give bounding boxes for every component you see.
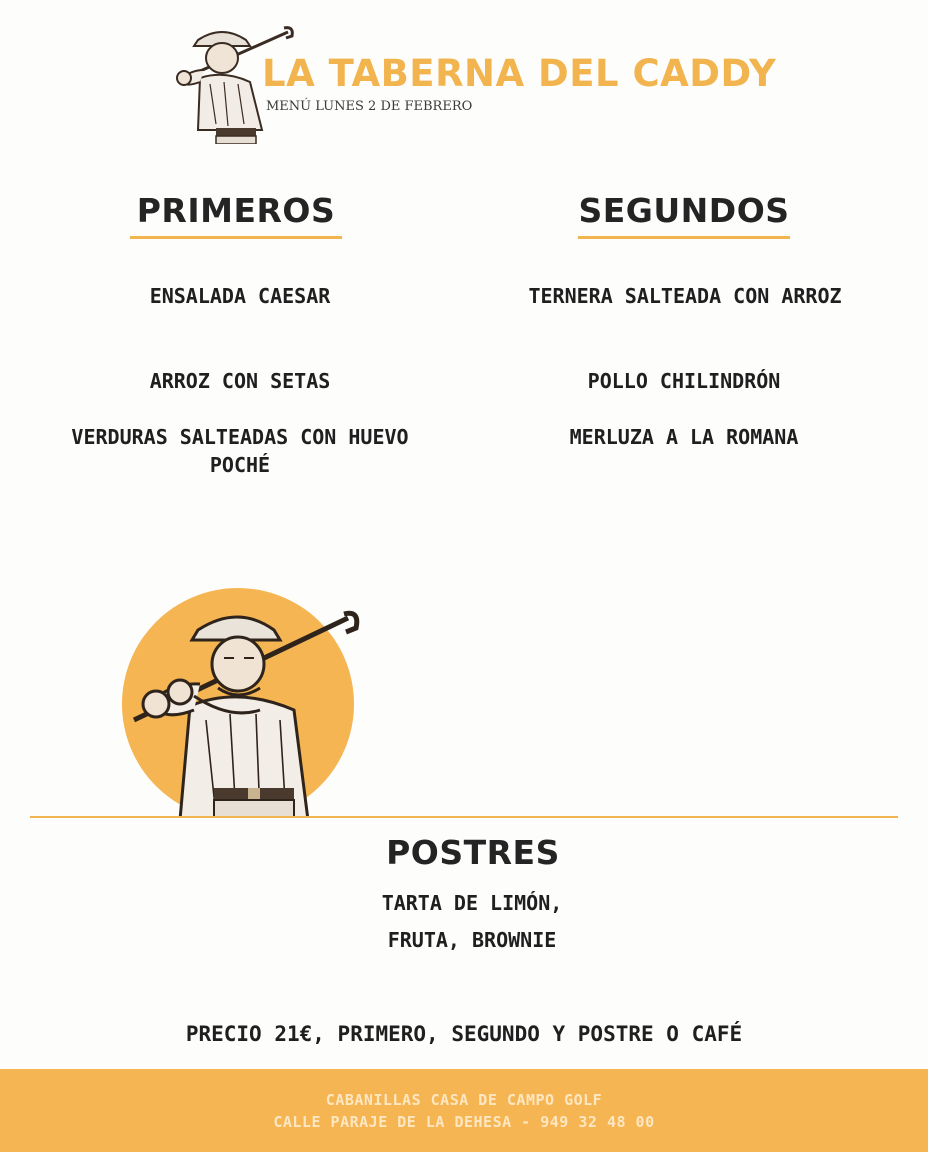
footer-venue: CABANILLAS CASA DE CAMPO GOLF [325, 1091, 603, 1109]
menu-date-subtitle: MENÚ LUNES 2 DE FEBRERO [266, 99, 473, 114]
primeros-item: ARROZ CON SETAS [149, 369, 331, 393]
footer-address: CALLE PARAJE DE LA DEHESA - 949 32 48 00 [273, 1113, 655, 1131]
postres-line: FRUTA, BROWNIE [387, 928, 557, 952]
segundos-item: POLLO CHILINDRÓN [587, 369, 781, 393]
restaurant-title: LA TABERNA DEL CADDY [262, 52, 777, 95]
primeros-item: ENSALADA CAESAR [149, 284, 331, 308]
section-divider [30, 816, 898, 818]
golfer-illustration-icon [110, 580, 370, 818]
segundos-item: TERNERA SALTEADA CON ARROZ [528, 284, 842, 308]
price-line: PRECIO 21€, PRIMERO, SEGUNDO Y POSTRE O CAFÉ [185, 1022, 743, 1046]
primeros-item: VERDURAS SALTEADAS CON HUEVO POCHÉ [71, 425, 409, 477]
primeros-heading: PRIMEROS [136, 191, 336, 230]
postres-line: TARTA DE LIMÓN, [381, 891, 563, 915]
segundos-heading: SEGUNDOS [578, 191, 790, 230]
segundos-underline [578, 236, 790, 239]
postres-heading: POSTRES [386, 833, 560, 872]
primeros-underline [130, 236, 342, 239]
footer-bar [0, 1069, 928, 1152]
segundos-item: MERLUZA A LA ROMANA [569, 425, 799, 449]
